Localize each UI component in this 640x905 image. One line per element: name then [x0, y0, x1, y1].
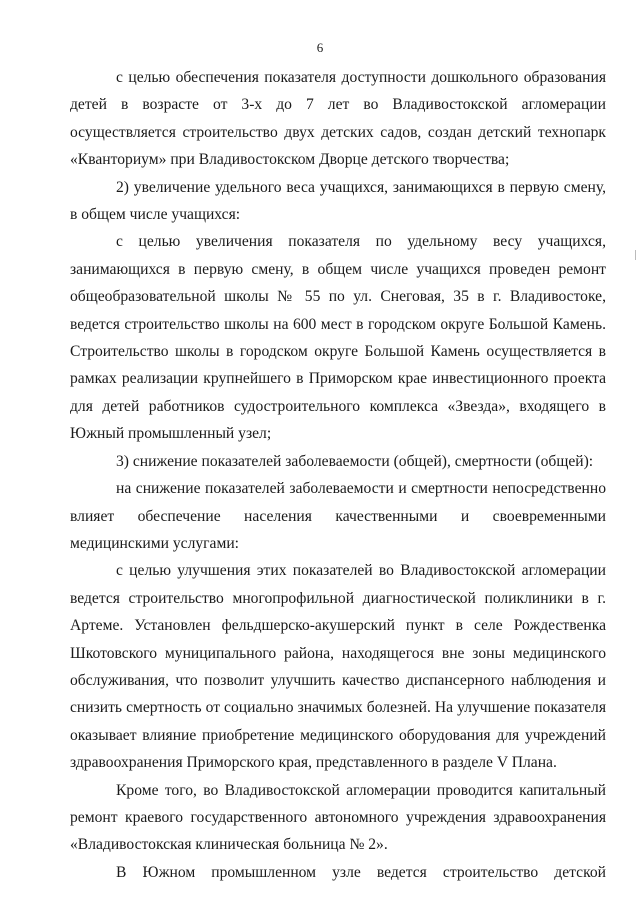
paragraph-preschool-access: с целью обеспечения показателя доступности дошкольного образования детей в возрасте от 3-х до 7 лет во Владивостокской агломерации осуществляется строительство двух детских садов, создан детский технопарк «Кванториум» при Владивостокском Дворце детского творчества;	[70, 69, 606, 169]
page-number: 6	[316, 40, 324, 55]
paragraph-morbidity-heading: 3) снижение показателей заболеваемости (общей), смертности (общей):	[116, 452, 594, 470]
paragraph-medical-services: на снижение показателей заболеваемости и смертности непосредственно влияет обеспечение населения качественными и своевременными медицинскими услугами:	[70, 480, 606, 552]
paragraph-first-shift-details: с целью увеличения показателя по удельному весу учащихся, занимающихся в первую смену, в общем числе учащихся проведен ремонт общеобразовательной школы № 55 по ул. Снеговая, 35 в г. Владивостоке, ведется строительство школы на 600 мест в городском округе Большой Камень. Строительство школы в городском округе Большой Камень осуществляется в рамках реализации крупнейшего в Приморском крае инвестиционного проекта для детей работников судостроительного комплекса «Звезда», входящего в Южный промышленный узел;	[70, 233, 606, 443]
scan-edge-mark	[635, 250, 636, 260]
paragraph-first-shift-heading: 2) увеличение удельного веса учащихся, занимающихся в первую смену, в общем числе учащихся:	[70, 178, 606, 224]
paragraph-southern-industrial-node: В Южном промышленном узле ведется строительство детской	[116, 863, 606, 881]
paragraph-health-improvement: с целью улучшения этих показателей во Владивостокской агломерации ведется строительство многопрофильной диагностической поликлиники в г. Артеме. Установлен фельдшерско-акушерский пункт в селе Рождественка Шкотовского муниципального района, находящегося вне зоны медицинского обслуживания, что позволит улучшить качество диспансерного наблюдения и снизить смертность от социально значимых болезней. На улучшение показателя оказывает влияние приобретение медицинского оборудования для учреждений здравоохранения Приморского края, представленного в разделе V Плана.	[70, 562, 606, 772]
paragraph-hospital-repair: Кроме того, во Владивостокской агломерации проводится капитальный ремонт краевого государственного автономного учреждения здравоохранения «Владивостокская клиническая больница № 2».	[70, 781, 606, 854]
document-body	[70, 64, 606, 886]
